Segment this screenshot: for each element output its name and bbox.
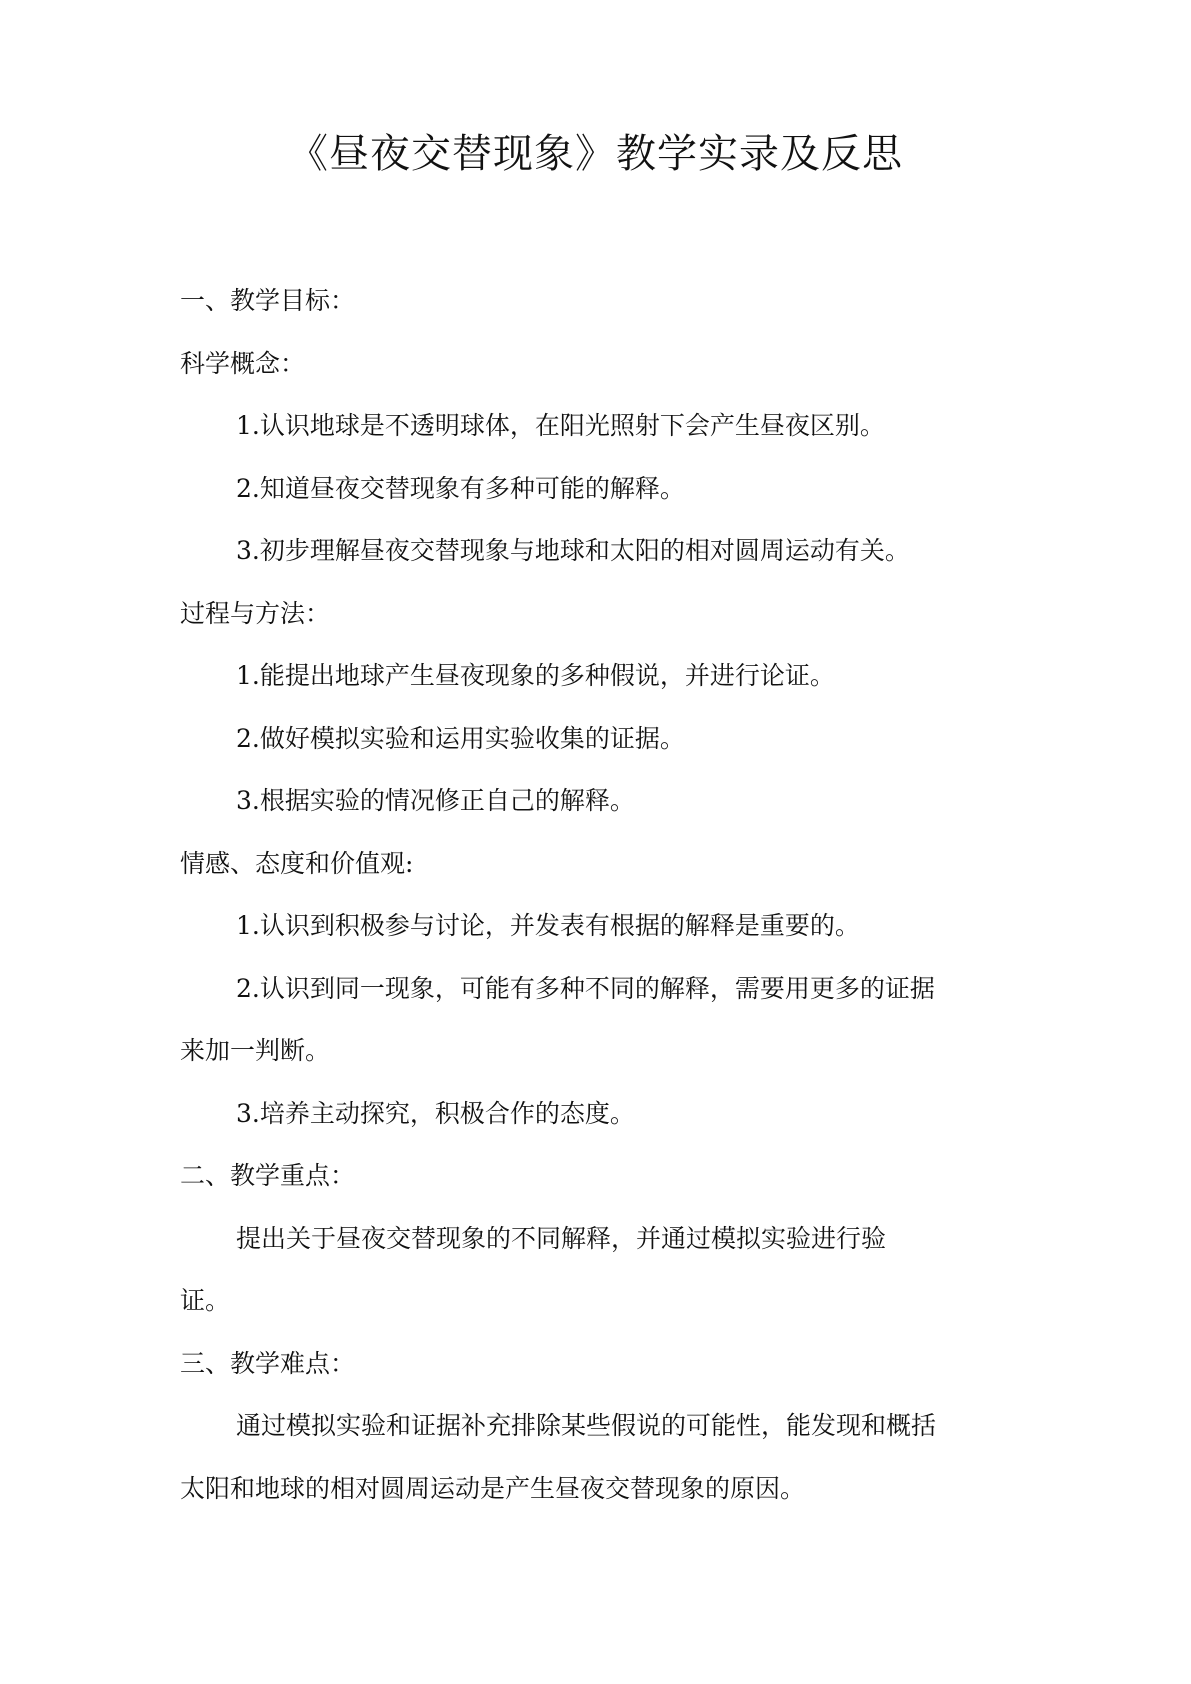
process-item-1: 1.能提出地球产生昼夜现象的多种假说，并进行论证。 [236,661,835,690]
process-item-2: 2.做好模拟实验和运用实验收集的证据。 [236,723,685,753]
key-points-line-2: 证。 [180,1286,231,1315]
emotion-item-1: 1.认识到积极参与讨论，并发表有根据的解释是重要的。 [236,911,860,940]
difficulties-line-1: 通过模拟实验和证据补充排除某些假说的可能性，能发现和概括 [236,1411,937,1440]
key-points-line-1: 提出关于昼夜交替现象的不同解释，并通过模拟实验进行验 [236,1223,887,1253]
emotion-item-2-line-2: 来加一判断。 [180,1036,331,1065]
subheading-process-methods: 过程与方法： [180,598,331,628]
subheading-emotion-values: 情感、态度和价值观: [180,848,414,878]
difficulties-line-2: 太阳和地球的相对圆周运动是产生昼夜交替现象的原因。 [180,1473,806,1503]
section-heading-key-points: 二、教学重点： [180,1161,356,1190]
science-concept-item-3: 3.初步理解昼夜交替现象与地球和太阳的相对圆周运动有关。 [236,536,910,565]
section-heading-difficulties: 三、教学难点： [180,1348,356,1378]
document-body [180,270,1015,1520]
science-concept-item-2: 2.知道昼夜交替现象有多种可能的解释。 [236,473,685,503]
section-heading-teaching-goals: 一、教学目标： [180,286,356,315]
subheading-science-concept: 科学概念： [180,348,306,378]
process-item-3: 3.根据实验的情况修正自己的解释。 [236,786,635,815]
emotion-item-2-line-1: 2.认识到同一现象，可能有多种不同的解释，需要用更多的证据 [236,973,935,1003]
science-concept-item-1: 1.认识地球是不透明球体，在阳光照射下会产生昼夜区别。 [236,411,885,440]
emotion-item-3: 3.培养主动探究，积极合作的态度。 [236,1098,635,1128]
document-title: 《昼夜交替现象》教学实录及反思 [288,131,903,177]
